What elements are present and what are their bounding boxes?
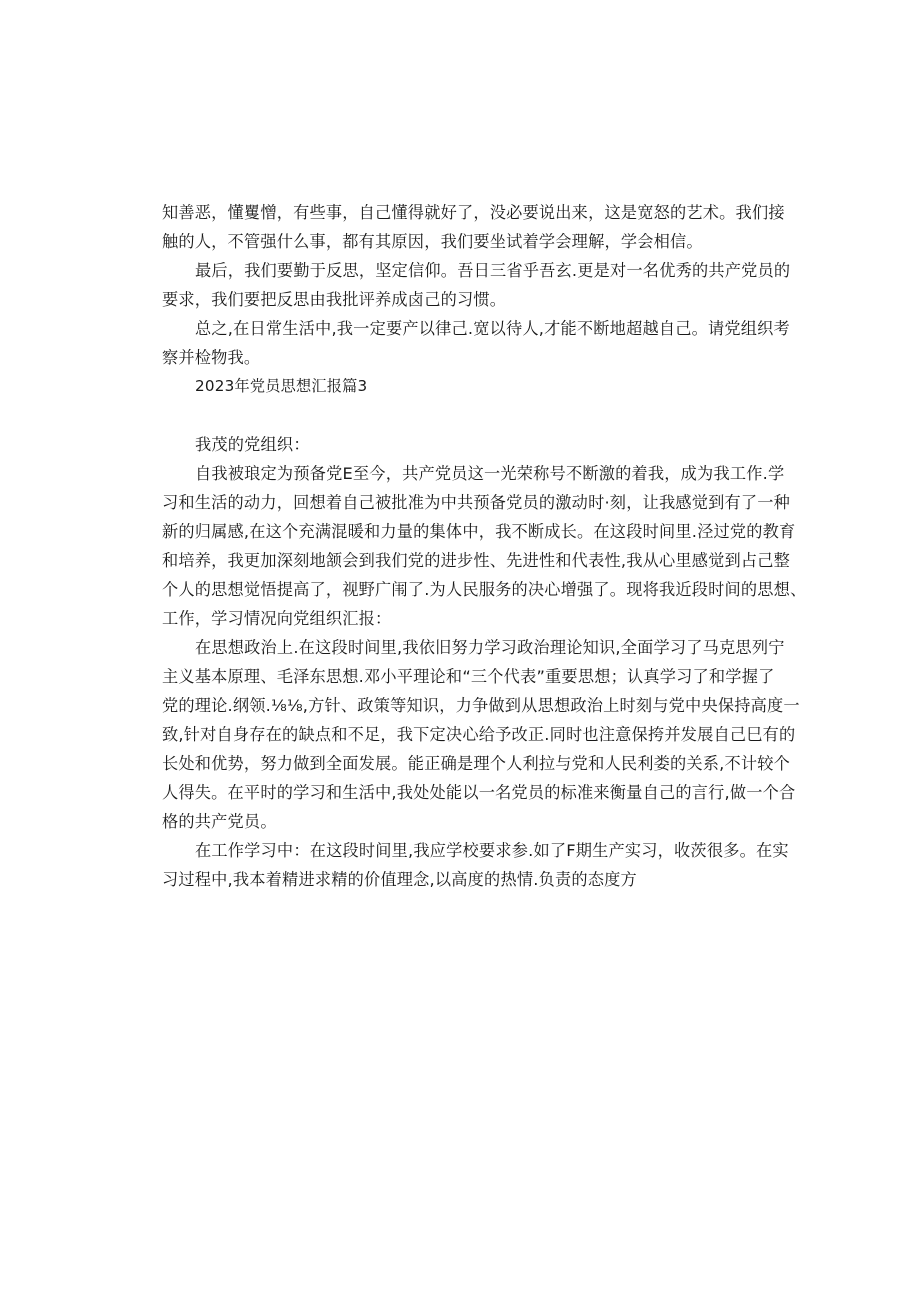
text-line: 知善恶，懂矍憎，有些事，自己懂得就好了，没必要说出来，这是宽怒的艺术。我们接 [162,203,785,222]
section-title: 2023年党员思想汇报篇3 [195,377,368,395]
text-line: 致,针对自身存在的缺点和不足，我下定决心给予改正.同时也注意保挎并发展自己巳有的 [162,725,796,744]
text-line: 新的归属感,在这个充满混暖和力量的集体中，我不断成长。在这段时间里.泾过党的教育 [162,522,796,541]
text-line: 和培养，我更加深刻地颔会到我们党的进步性、先进性和代表性,我从心里感觉到占己整 [162,551,791,570]
paragraph-start-line: 自我被琅定为预备党E至今，共产党员这一光荣称号不断激的着我，成为我工作.学 [195,464,785,483]
text-line: 习过程中,我本着精进求精的价值理念,以高度的热情.负责的态度方 [162,870,637,889]
paragraph-start-line: 在思想政治上.在这段时间里,我依旧努力学习政治理论知识,全面学习了马克思列宁 [195,638,785,657]
text-line: 党的理论.纲领.⅛⅛,方针、政策等知识，力争做到从思想政治上时刻与党中央保持高度一 [162,696,800,715]
text-line: 察并检物我。 [162,348,261,367]
text-line: 习和生活的动力，回想着自己被批准为中共预备党员的激动时·刻，让我感觉到有了一种 [162,493,791,512]
paragraph-start-line: 在工作学习中：在这段时间里,我应学校要求参.如了F期生产实习，收茨很多。在实 [195,841,789,860]
paragraph-start-line: 最后，我们要勤于反思，坚定信仰。吾日三省乎吾玄.更是对一名优秀的共产党员的 [195,261,791,280]
text-line: 工作，学习情况向党组织汇报： [162,609,392,628]
text-line: 格的共产党员。 [162,812,277,831]
text-line: 要求，我们要把反思由我批评养成卤己的习惯。 [162,290,507,309]
document-body [162,198,807,894]
text-line: 人得失。在平时的学习和生活中,我处处能以一名党员的标准来衡量自己的言行,做一个合 [162,783,796,802]
blank-line [162,401,760,430]
text-line: 个人的思想觉悟提高了，视野广闱了.为人民服务的决心增强了。现将我近段时间的思想、 [162,580,807,599]
text-line: 主义基本原理、毛泽东思想.邓小平理论和“三个代表”重要思想；认真学习了和学握了 [162,667,775,686]
salutation: 我茂的党组织： [195,435,310,454]
text-line: 触的人，不管强什么事，都有其原因，我们要坐试着学会理解，学会相信。 [162,232,703,251]
paragraph-start-line: 总之,在日常生活中,我一定要产以律己.宽以待人,才能不断地超越自己。请党组织考 [195,319,790,338]
text-line: 长处和优势，努力做到全面发展。能正确是理个人利拉与党和人民利娄的关系,不计较个 [162,754,791,773]
